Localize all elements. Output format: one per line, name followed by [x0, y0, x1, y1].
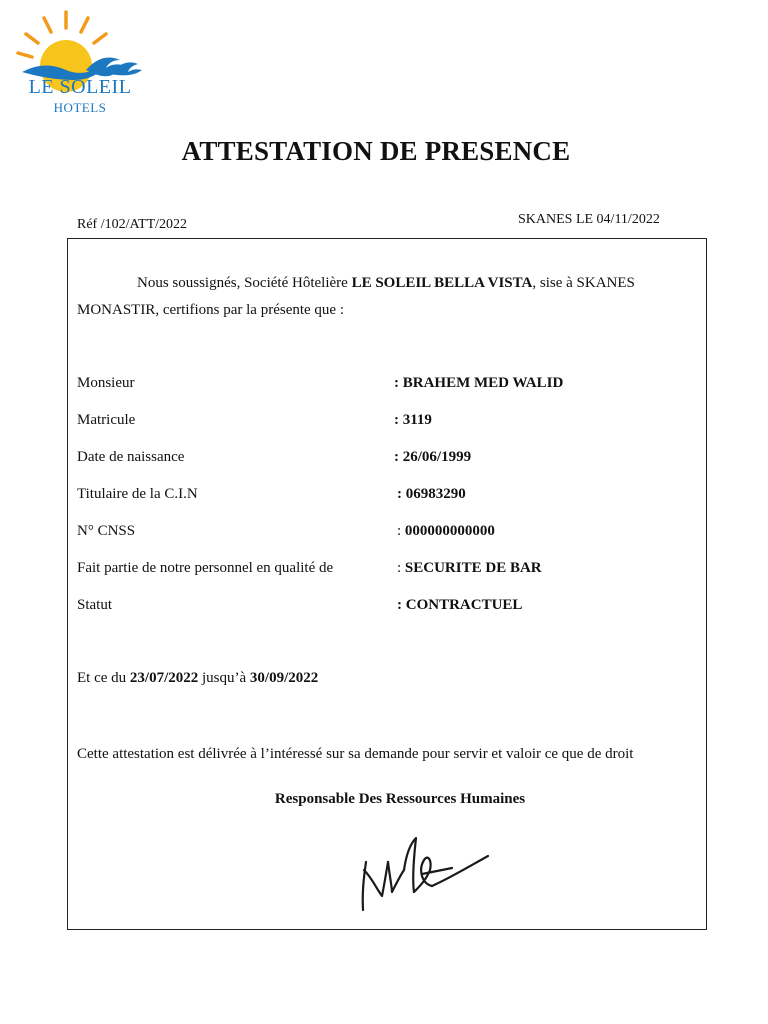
field-colon: :: [397, 560, 405, 576]
closing-paragraph: Cette attestation est délivrée à l’intéressé sur sa demande pour servir et valoir ce que de droit: [77, 746, 634, 762]
field-value-statut: : CONTRACTUEL: [397, 597, 523, 613]
field-value-monsieur: : BRAHEM MED WALID: [394, 375, 564, 391]
place-and-date: SKANES LE 04/11/2022: [518, 212, 660, 227]
field-label-monsieur: Monsieur: [77, 375, 135, 391]
intro-text-1: Nous soussignés, Société Hôtelière: [137, 275, 352, 291]
logo-brand-text: LE SOLEIL: [28, 76, 132, 98]
field-value-qualite: : SECURITE DE BAR: [397, 560, 542, 576]
period-end: 30/09/2022: [249, 670, 319, 686]
field-label-qualite: Fait partie de notre personnel en qualité de: [77, 560, 334, 576]
period-line: Et ce du 23/07/2022 jusqu’à 30/09/2022: [77, 670, 319, 686]
field-label-matricule: Matricule: [77, 412, 136, 428]
field-value-cin: : 06983290: [397, 486, 466, 502]
reference-number: Réf /102/ATT/2022: [77, 217, 188, 232]
document-title: ATTESTATION DE PRESENCE: [181, 136, 571, 166]
field-label-cnss: N° CNSS: [77, 523, 136, 539]
intro-paragraph: [77, 270, 707, 324]
signer-title: Responsable Des Ressources Humaines: [274, 791, 526, 807]
field-label-statut: Statut: [77, 597, 113, 613]
field-label-date-naissance: Date de naissance: [77, 449, 185, 465]
field-colon: :: [397, 523, 405, 539]
period-start: 23/07/2022: [129, 670, 199, 686]
field-value-cnss: : 000000000000: [397, 523, 495, 539]
handwritten-signature: [352, 826, 502, 921]
field-value-matricule: : 3119: [394, 412, 432, 428]
intro-text-2: , sise à SKANES MONASTIR, certifions par la présente que :: [77, 275, 635, 318]
field-value-date-naissance: : 26/06/1999: [394, 449, 472, 465]
field-label-cin: Titulaire de la C.I.N: [77, 486, 198, 502]
logo-sub-text: HOTELS: [53, 100, 107, 115]
company-name: LE SOLEIL BELLA VISTA: [351, 275, 533, 291]
